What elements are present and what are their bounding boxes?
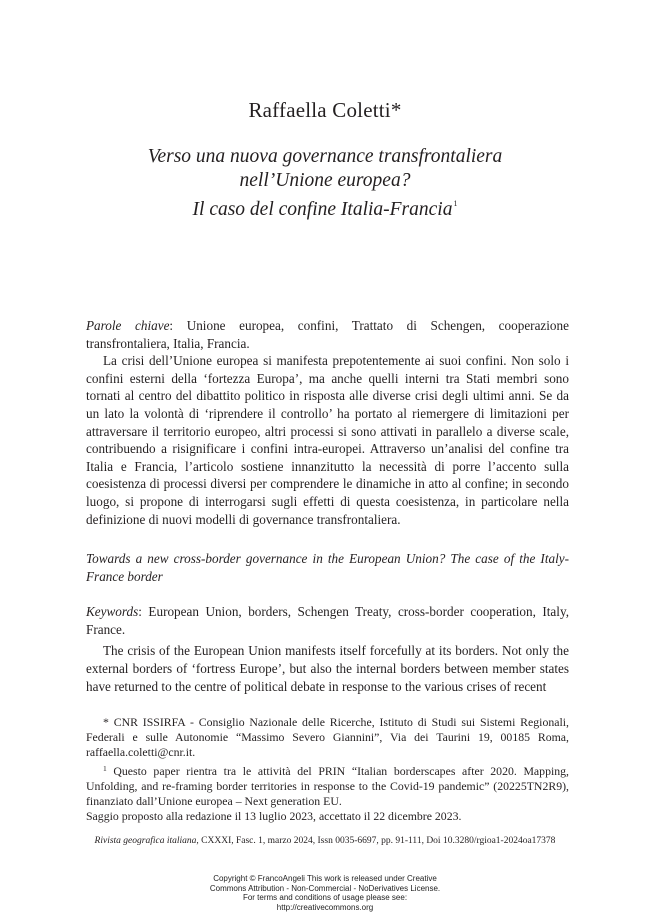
english-keywords-label: Keywords <box>86 604 139 620</box>
license-link[interactable]: http://creativecommons.org <box>276 902 374 912</box>
english-keywords <box>86 603 569 638</box>
title-line-1: Verso una nuova governance transfrontaliera <box>147 146 503 167</box>
license-notice <box>0 874 650 912</box>
italian-keywords-text: : Unione europea, confini, Trattato di Schengen, cooperazione transfrontaliera, Italia, Francia. <box>86 318 569 351</box>
title-line-3-text: Il caso del confine Italia-Francia <box>192 199 453 220</box>
license-line-2: Commons Attribution - Non-Commercial - NoDerivatives License. <box>209 883 441 893</box>
english-keywords-text: : European Union, borders, Schengen Treaty, cross-border cooperation, Italy, France. <box>86 604 569 637</box>
journal-citation <box>0 836 650 846</box>
title-footnote-ref[interactable]: 1 <box>453 199 458 208</box>
footnote-author-affiliation: * CNR ISSIRFA - Consiglio Nazionale delle Ricerche, Istituto di Studi sui Sistemi Regionali, Federali e sulle Autonomie “Massimo Severo Giannini”, Via dei Taurini 19, 00185 Roma, raffaella.coletti@cnr.it. <box>86 715 569 760</box>
english-abstract: The crisis of the European Union manifests itself forcefully at its borders. Not only the external borders of ‘fortress Europe’, but also the internal borders between member states have returned to the centre of political debate in response to the various crises of recent <box>86 643 569 694</box>
footnote-1-mark: 1 <box>103 763 107 773</box>
english-abstract-section <box>86 550 569 695</box>
author-name: Raffaella Coletti* <box>248 98 402 122</box>
license-line-1: Copyright © FrancoAngeli This work is released under Creative <box>213 874 437 883</box>
italian-abstract-section <box>86 317 569 528</box>
title-line-3 <box>0 192 650 222</box>
footnotes <box>86 715 569 824</box>
italian-abstract: La crisi dell’Unione europea si manifesta prepotentemente ai suoi confini. Non solo i confini esterni della ‘fortezza Europa’, ma anche quelli interni tra Stati membri sono tornati al centro del dibattito politico in risposta alle diverse crisi degli ultimi anni. Se da un lato la volontà di ‘riprendere il controllo’ ha portato al riemergere di limitazioni per attraversare il territorio europeo, altri processi si sono attivati in parallelo a diverse scale, contribuendo a risignificare i confini intra-europei. Attraverso un’analisi del confine tra Italia e Francia, l’articolo sostiene innanzitutto la necessità di porre l’accento sulla coesistenza di processi diversi per comprendere le dinamiche in atto al confine; in secondo luogo, si propone di interrogarsi sugli effetti di questa coesistenza, in particolare nella definizione di nuovi modelli di governance transfrontaliera. <box>86 353 569 527</box>
italian-keywords-label: Parole chiave <box>86 318 170 333</box>
footnote-1 <box>86 761 569 810</box>
title-line-2: nell’Unione europea? <box>239 169 411 191</box>
license-line-3: For terms and conditions of usage please see: <box>242 893 408 903</box>
italian-keywords <box>86 317 569 352</box>
submission-dates: Saggio proposto alla redazione il 13 luglio 2023, accettato il 22 dicembre 2023. <box>86 809 462 824</box>
citation-details: , CXXXI, Fasc. 1, marzo 2024, Issn 0035-6697, pp. 91-111, Doi 10.3280/rgioa1-2024oa17378 <box>196 836 556 846</box>
english-title: Towards a new cross-border governance in the European Union? The case of the Italy-France border <box>86 551 569 584</box>
article-title <box>0 145 650 222</box>
footnote-1-text: Questo paper rientra tra le attività del PRIN “Italian borderscapes after 2020. Mapping, Unfolding, and re-framing border territories in response to the Covid-19 pandemic” (20225TN2R9), finanziato dall’Unione europea – Next generation EU. <box>86 763 569 809</box>
journal-name: Rivista geografica italiana <box>94 836 197 846</box>
